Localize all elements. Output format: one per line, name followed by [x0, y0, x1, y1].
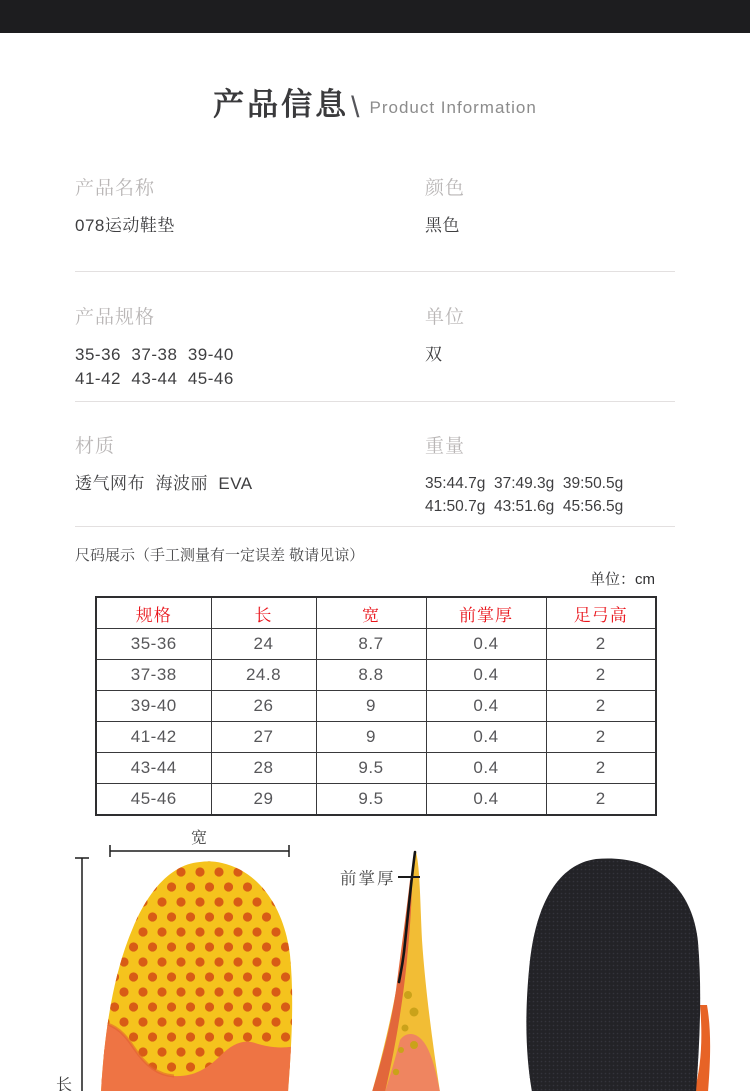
field-value: 黑色 [425, 216, 460, 235]
table-cell: 9.5 [316, 784, 426, 816]
size-table-header-row [96, 597, 656, 629]
field-value: 双 [425, 345, 443, 364]
field-label: 产品规格 [75, 307, 156, 328]
field-value: 41:50.7g 43:51.6g 45:56.5g [425, 498, 624, 515]
table-cell: 28 [211, 753, 316, 784]
size-table-header-cell: 足弓高 [546, 597, 656, 629]
table-cell: 2 [546, 691, 656, 722]
page-title [0, 79, 750, 125]
field-color [425, 177, 675, 238]
table-row [96, 660, 656, 691]
size-table-header-cell: 前掌厚 [426, 597, 546, 629]
title-separator: \ [351, 91, 360, 124]
table-cell: 0.4 [426, 691, 546, 722]
table-cell: 2 [546, 629, 656, 660]
field-product-name [75, 177, 425, 238]
table-row [96, 629, 656, 660]
table-cell: 39-40 [96, 691, 211, 722]
table-cell: 43-44 [96, 753, 211, 784]
table-cell: 35-36 [96, 629, 211, 660]
field-value: 35:44.7g 37:49.3g 39:50.5g [425, 475, 624, 492]
table-cell: 0.4 [426, 753, 546, 784]
field-value: 078运动鞋垫 [75, 216, 175, 235]
field-label: 材质 [75, 436, 116, 457]
field-material [75, 435, 425, 518]
length-measure-label: 长 [56, 1077, 73, 1091]
page-title-zh: 产品信息 [213, 87, 350, 122]
table-row [96, 753, 656, 784]
table-cell: 29 [211, 784, 316, 816]
table-cell: 24 [211, 629, 316, 660]
size-table-header-cell: 规格 [96, 597, 211, 629]
field-label: 重量 [425, 436, 466, 457]
table-cell: 9 [316, 722, 426, 753]
table-cell: 8.8 [316, 660, 426, 691]
table-cell: 2 [546, 784, 656, 816]
table-cell: 2 [546, 660, 656, 691]
field-value: 35-36 37-38 39-40 [75, 345, 234, 364]
field-product-spec [75, 306, 425, 391]
field-label: 单位 [425, 307, 466, 328]
table-row [96, 722, 656, 753]
table-cell: 0.4 [426, 629, 546, 660]
top-black-bar [0, 0, 750, 33]
table-cell: 8.7 [316, 629, 426, 660]
table-cell: 0.4 [426, 660, 546, 691]
page-title-en: Product Information [369, 98, 537, 117]
table-cell: 9 [316, 691, 426, 722]
table-cell: 27 [211, 722, 316, 753]
size-table-header-cell: 长 [211, 597, 316, 629]
field-value: 透气网布 海波丽 EVA [75, 474, 253, 493]
size-table [95, 596, 657, 816]
size-table-header-cell: 宽 [316, 597, 426, 629]
table-cell: 41-42 [96, 722, 211, 753]
width-measure-label: 宽 [190, 830, 208, 847]
field-value: 41-42 43-44 45-46 [75, 369, 234, 388]
insole-bottom-view [526, 858, 710, 1091]
table-cell: 9.5 [316, 753, 426, 784]
field-weight [425, 435, 675, 518]
table-row [96, 784, 656, 816]
table-cell: 2 [546, 753, 656, 784]
insole-top-view [85, 861, 295, 1091]
size-chart-note: 尺码展示（手工测量有一定误差 敬请见谅） [75, 547, 365, 564]
table-cell: 0.4 [426, 722, 546, 753]
unit-label: 单位：cm [590, 571, 655, 588]
size-table-body [96, 629, 656, 816]
table-cell: 26 [211, 691, 316, 722]
table-cell: 45-46 [96, 784, 211, 816]
section-name-color [75, 177, 675, 272]
section-spec-unit [75, 306, 675, 402]
product-figure [0, 818, 750, 1091]
forefoot-thickness-label: 前掌厚 [340, 870, 396, 888]
field-label: 颜色 [425, 178, 466, 199]
table-cell: 24.8 [211, 660, 316, 691]
table-cell: 0.4 [426, 784, 546, 816]
field-unit [425, 306, 675, 391]
table-cell: 2 [546, 722, 656, 753]
table-row [96, 691, 656, 722]
section-material-weight [75, 435, 675, 527]
length-measure-line [75, 858, 89, 1091]
insole-diagram [0, 818, 750, 1091]
field-label: 产品名称 [75, 178, 156, 199]
table-cell: 37-38 [96, 660, 211, 691]
